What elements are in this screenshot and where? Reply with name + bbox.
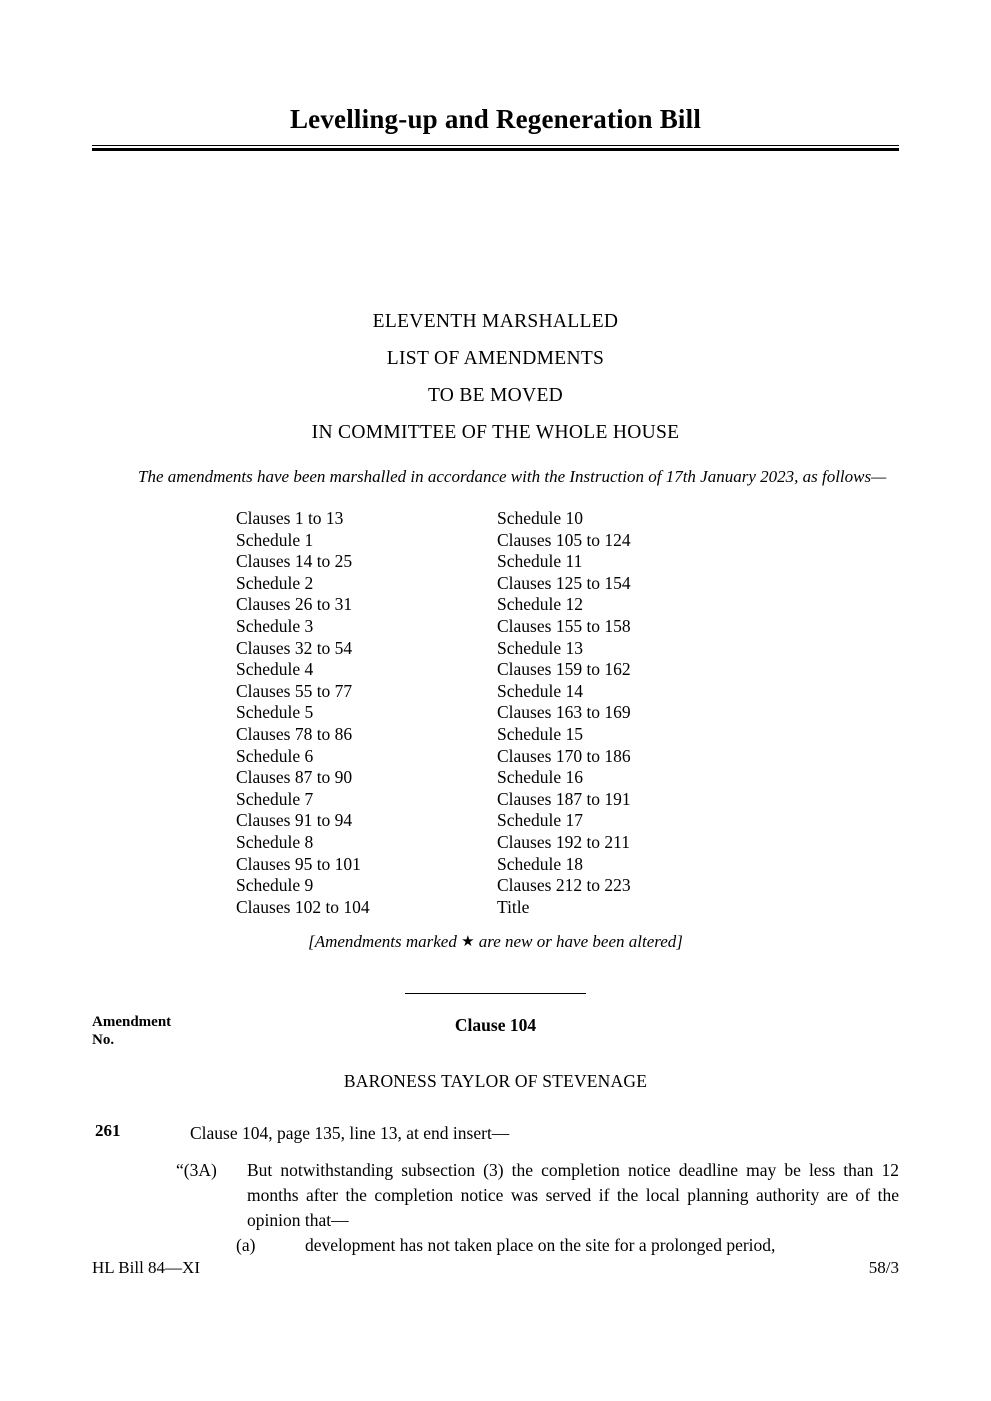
amendment-subsection (176, 1158, 899, 1233)
footer-page-number: 58/3 (868, 1258, 899, 1277)
sub-item-text: development has not taken place on the site for a prolonged period, (305, 1235, 776, 1255)
list-item: Clauses 26 to 31 (236, 594, 353, 615)
list-item: Schedule 8 (236, 831, 314, 852)
list-item: Clauses 187 to 191 (497, 788, 631, 809)
list-item: Clauses 155 to 158 (497, 615, 631, 636)
list-item: Schedule 6 (236, 745, 314, 766)
list-item: Schedule 10 (497, 508, 584, 528)
list-item: Clauses 192 to 211 (497, 831, 631, 852)
footer-bill-reference: HL Bill 84—XI (92, 1258, 200, 1277)
document-headings (92, 303, 899, 451)
list-item: Clauses 212 to 223 (497, 875, 631, 896)
list-item: Clauses 87 to 90 (236, 767, 353, 788)
list-item: Schedule 1 (236, 529, 314, 550)
heading-line-2: LIST OF AMENDMENTS (386, 348, 605, 369)
page-title: Levelling-up and Regeneration Bill (289, 104, 702, 134)
list-item: Clauses 95 to 101 (236, 853, 361, 874)
list-item: Clauses 91 to 94 (236, 810, 353, 831)
star-note-suffix: are new or have been altered] (474, 932, 683, 951)
list-item: Clauses 170 to 186 (497, 745, 631, 766)
list-item: Clauses 163 to 169 (497, 702, 631, 723)
amendment-no-label (92, 1013, 252, 1049)
heading-line-1: ELEVENTH MARSHALLED (372, 311, 619, 332)
list-item: Schedule 13 (497, 637, 584, 658)
clause-list-column-right (497, 508, 631, 918)
heading-line-4: IN COMMITTEE OF THE WHOLE HOUSE (311, 422, 680, 443)
amendment-sub-item (236, 1233, 899, 1258)
list-item: Schedule 12 (497, 594, 584, 615)
title-double-rule (92, 145, 899, 151)
star-icon: ★ (461, 934, 475, 950)
list-item: Clauses 1 to 13 (236, 508, 344, 528)
list-item: Title (497, 896, 530, 917)
list-item: Schedule 9 (236, 875, 314, 896)
amendment-no-label-line2: No. (92, 1032, 115, 1048)
list-item: Clauses 78 to 86 (236, 723, 353, 744)
clause-heading: Clause 104 (454, 1015, 537, 1035)
star-note-prefix: [Amendments marked (308, 932, 462, 951)
heading-line-3: TO BE MOVED (427, 385, 564, 406)
list-item: Schedule 11 (497, 551, 583, 572)
list-item: Clauses 32 to 54 (236, 637, 353, 658)
list-item: Schedule 4 (236, 659, 314, 680)
list-item: Clauses 14 to 25 (236, 551, 353, 572)
section-separator-rule (405, 993, 586, 994)
list-item: Schedule 14 (497, 680, 584, 701)
list-item: Schedule 5 (236, 702, 314, 723)
clause-list-column-left (236, 508, 370, 918)
amendment-sponsor: BARONESS TAYLOR OF STEVENAGE (343, 1071, 648, 1091)
list-item: Clauses 159 to 162 (497, 659, 631, 680)
list-item: Schedule 17 (497, 810, 584, 831)
list-item: Schedule 18 (497, 853, 584, 874)
subsection-label: “(3A) (176, 1160, 217, 1180)
list-item: Clauses 125 to 154 (497, 572, 631, 593)
list-item: Schedule 7 (236, 788, 314, 809)
amendment-no-label-line1: Amendment (92, 1014, 172, 1030)
amendment-lead-text: Clause 104, page 135, line 13, at end insert— (190, 1123, 510, 1143)
list-item: Clauses 55 to 77 (236, 680, 353, 701)
list-item: Schedule 2 (236, 572, 314, 593)
list-item: Schedule 15 (497, 723, 584, 744)
list-item: Clauses 105 to 124 (497, 529, 631, 550)
amendment-number: 261 (95, 1121, 121, 1140)
list-item: Schedule 16 (497, 767, 584, 788)
title-rule-thick (92, 148, 899, 151)
sub-item-label: (a) (236, 1235, 256, 1255)
starred-amendments-note (92, 932, 899, 952)
subsection-text: But notwithstanding subsection (3) the completion notice deadline may be less than 12 months after the completion notice was served if the local planning authority are of the opinion that— (247, 1160, 899, 1230)
marshalling-instruction: The amendments have been marshalled in accordance with the Instruction of 17th January 2023, as follows— (138, 467, 887, 486)
list-item: Clauses 102 to 104 (236, 896, 370, 917)
list-item: Schedule 3 (236, 615, 314, 636)
